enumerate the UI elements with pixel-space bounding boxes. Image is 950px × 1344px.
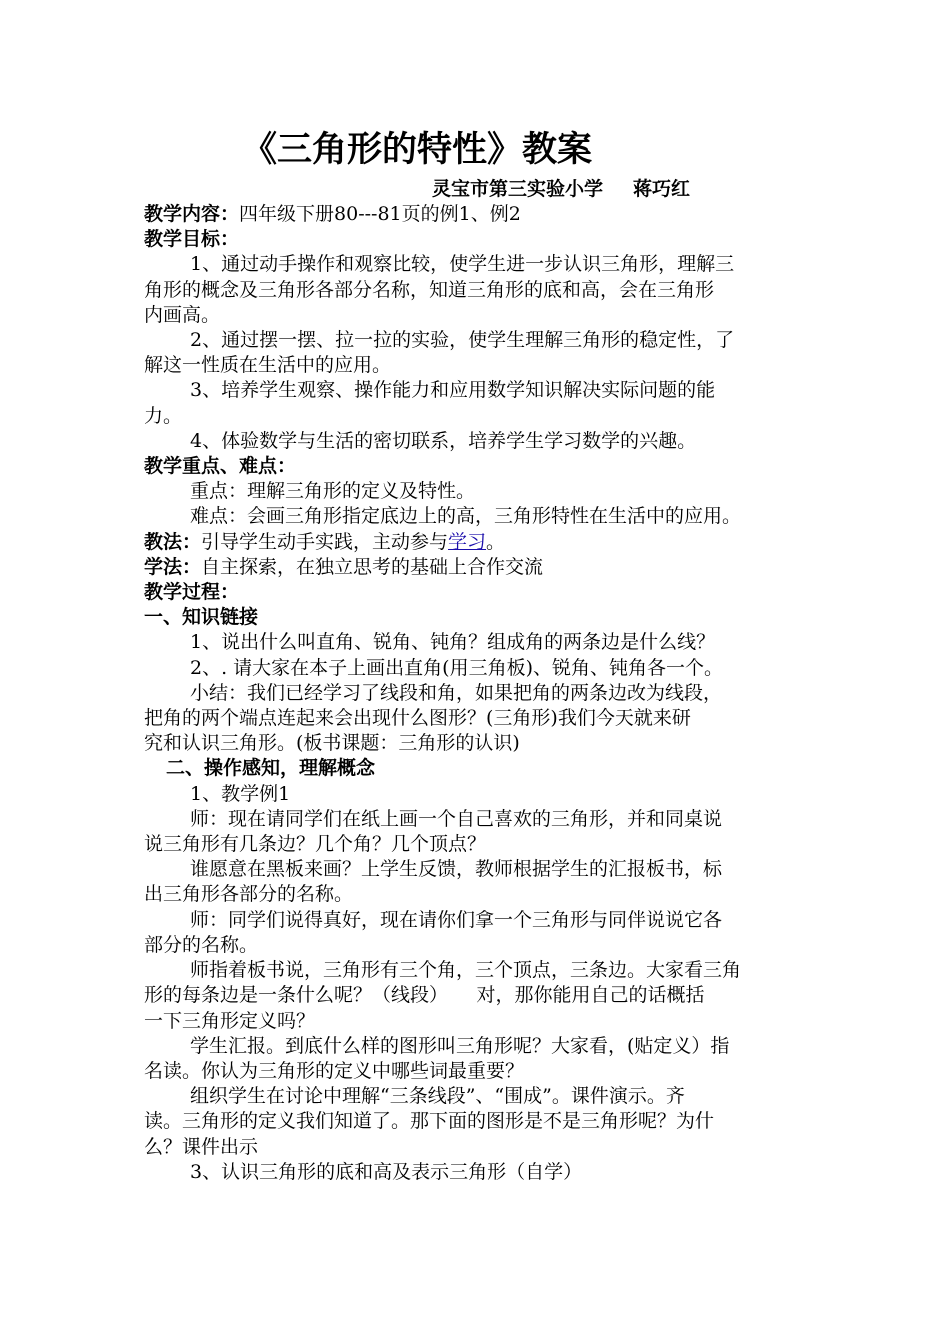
teaching-content-text: 四年级下册80---81页的例1、例2: [239, 203, 521, 225]
section2-line: 出三角形各部分的名称。: [144, 883, 354, 906]
goal-line: 角形的概念及三角形各部分名称，知道三角形的底和高，会在三角形: [144, 278, 715, 301]
goal-line: 解这一性质在生活中的应用。: [144, 354, 392, 377]
section2-line: 一下三角形定义吗？: [144, 1009, 316, 1032]
document-title: 《三角形的特性》教案: [242, 130, 593, 170]
section2-line: 组织学生在讨论中理解“三条线段”、“围成”。课件演示。齐: [190, 1085, 685, 1108]
section2-line: 师：现在请同学们在纸上画一个自己喜欢的三角形，并和同桌说: [190, 807, 723, 830]
section2-line: 师指着板书说，三角形有三个角，三个顶点，三条边。大家看三角: [190, 959, 742, 982]
document-page: [144, 124, 834, 1185]
author-line: [432, 176, 834, 202]
teaching-method-end: 。: [486, 530, 506, 553]
goal-line: 4、体验数学与生活的密切联系，培养学生学习数学的兴趣。: [190, 429, 697, 452]
section1-line: 1、说出什么叫直角、锐角、钝角？组成角的两条边是什么线？: [190, 631, 716, 654]
goal-line: 2、通过摆一摆、拉一拉的实验，使学生理解三角形的稳定性，了: [190, 329, 735, 352]
section2-line: 3、认识三角形的底和高及表示三角形（自学）: [190, 1160, 583, 1183]
section2-line: 师：同学们说得真好，现在请你们拿一个三角形与同伴说说它各: [190, 908, 723, 931]
teaching-content-label: 教学内容：: [144, 203, 240, 225]
goal-line: 1、通过动手操作和观察比较，使学生进一步认识三角形，理解三: [190, 253, 735, 276]
key-point-line: 重点：理解三角形的定义及特性。: [190, 480, 476, 503]
goal-line: 3、培养学生观察、操作能力和应用数学知识解决实际问题的能: [190, 379, 716, 402]
key-point-line: 难点：会画三角形指定底边上的高，三角形特性在生活中的应用。: [190, 505, 742, 528]
section2-heading: 二、操作感知，理解概念: [166, 757, 376, 780]
teaching-content: [144, 202, 834, 227]
learning-method: [144, 555, 834, 580]
section2-line: 读。三角形的定义我们知道了。那下面的图形是不是三角形呢？为什: [144, 1110, 715, 1133]
learning-method-label: 学法：: [144, 555, 202, 578]
section2-line: 谁愿意在黑板来画？上学生反馈，教师根据学生的汇报板书，标: [190, 858, 723, 881]
teaching-method-label: 教法：: [144, 530, 202, 553]
section1-line: 究和认识三角形。(板书课题：三角形的认识): [144, 732, 520, 755]
study-link[interactable]: 学习: [448, 530, 487, 553]
section1-heading: 一、知识链接: [144, 606, 259, 629]
teaching-method-text: 引导学生动手实践，主动参与: [201, 530, 449, 553]
goal-line: 内画高。: [144, 303, 221, 326]
section2-line: 1、教学例1: [190, 782, 291, 805]
section1-line: 2、. 请大家在本子上画出直角(用三角板)、锐角、钝角各一个。: [190, 656, 723, 679]
school-name: 灵宝市第三实验小学: [432, 178, 604, 200]
learning-method-text: 自主探索，在独立思考的基础上合作交流: [201, 555, 544, 578]
section2-line: 么？课件出示: [144, 1135, 259, 1158]
section1-line: 小结：我们已经学习了线段和角，如果把角的两条边改为线段，: [190, 681, 723, 704]
section2-line: 说三角形有几条边？几个角？几个顶点？: [144, 833, 487, 856]
goal-line: 力。: [144, 404, 183, 427]
section2-line: 学生汇报。到底什么样的图形叫三角形呢？大家看，(贴定义）指: [190, 1034, 730, 1057]
section2-line: 形的每条边是一条什么呢？（线段） 对，那你能用自己的话概括: [144, 984, 705, 1007]
section1-line: 把角的两个端点连起来会出现什么图形？(三角形)我们今天就来研: [144, 707, 691, 730]
teaching-method: [144, 530, 834, 555]
section2-line: 名读。你认为三角形的定义中哪些词最重要？: [144, 1059, 525, 1082]
author-name: 蒋巧红: [633, 178, 691, 200]
section2-line: 部分的名称。: [144, 933, 259, 956]
teaching-goals-heading: 教学目标：: [144, 228, 240, 251]
process-heading: 教学过程：: [144, 581, 240, 604]
key-points-heading: 教学重点、难点：: [144, 455, 297, 478]
